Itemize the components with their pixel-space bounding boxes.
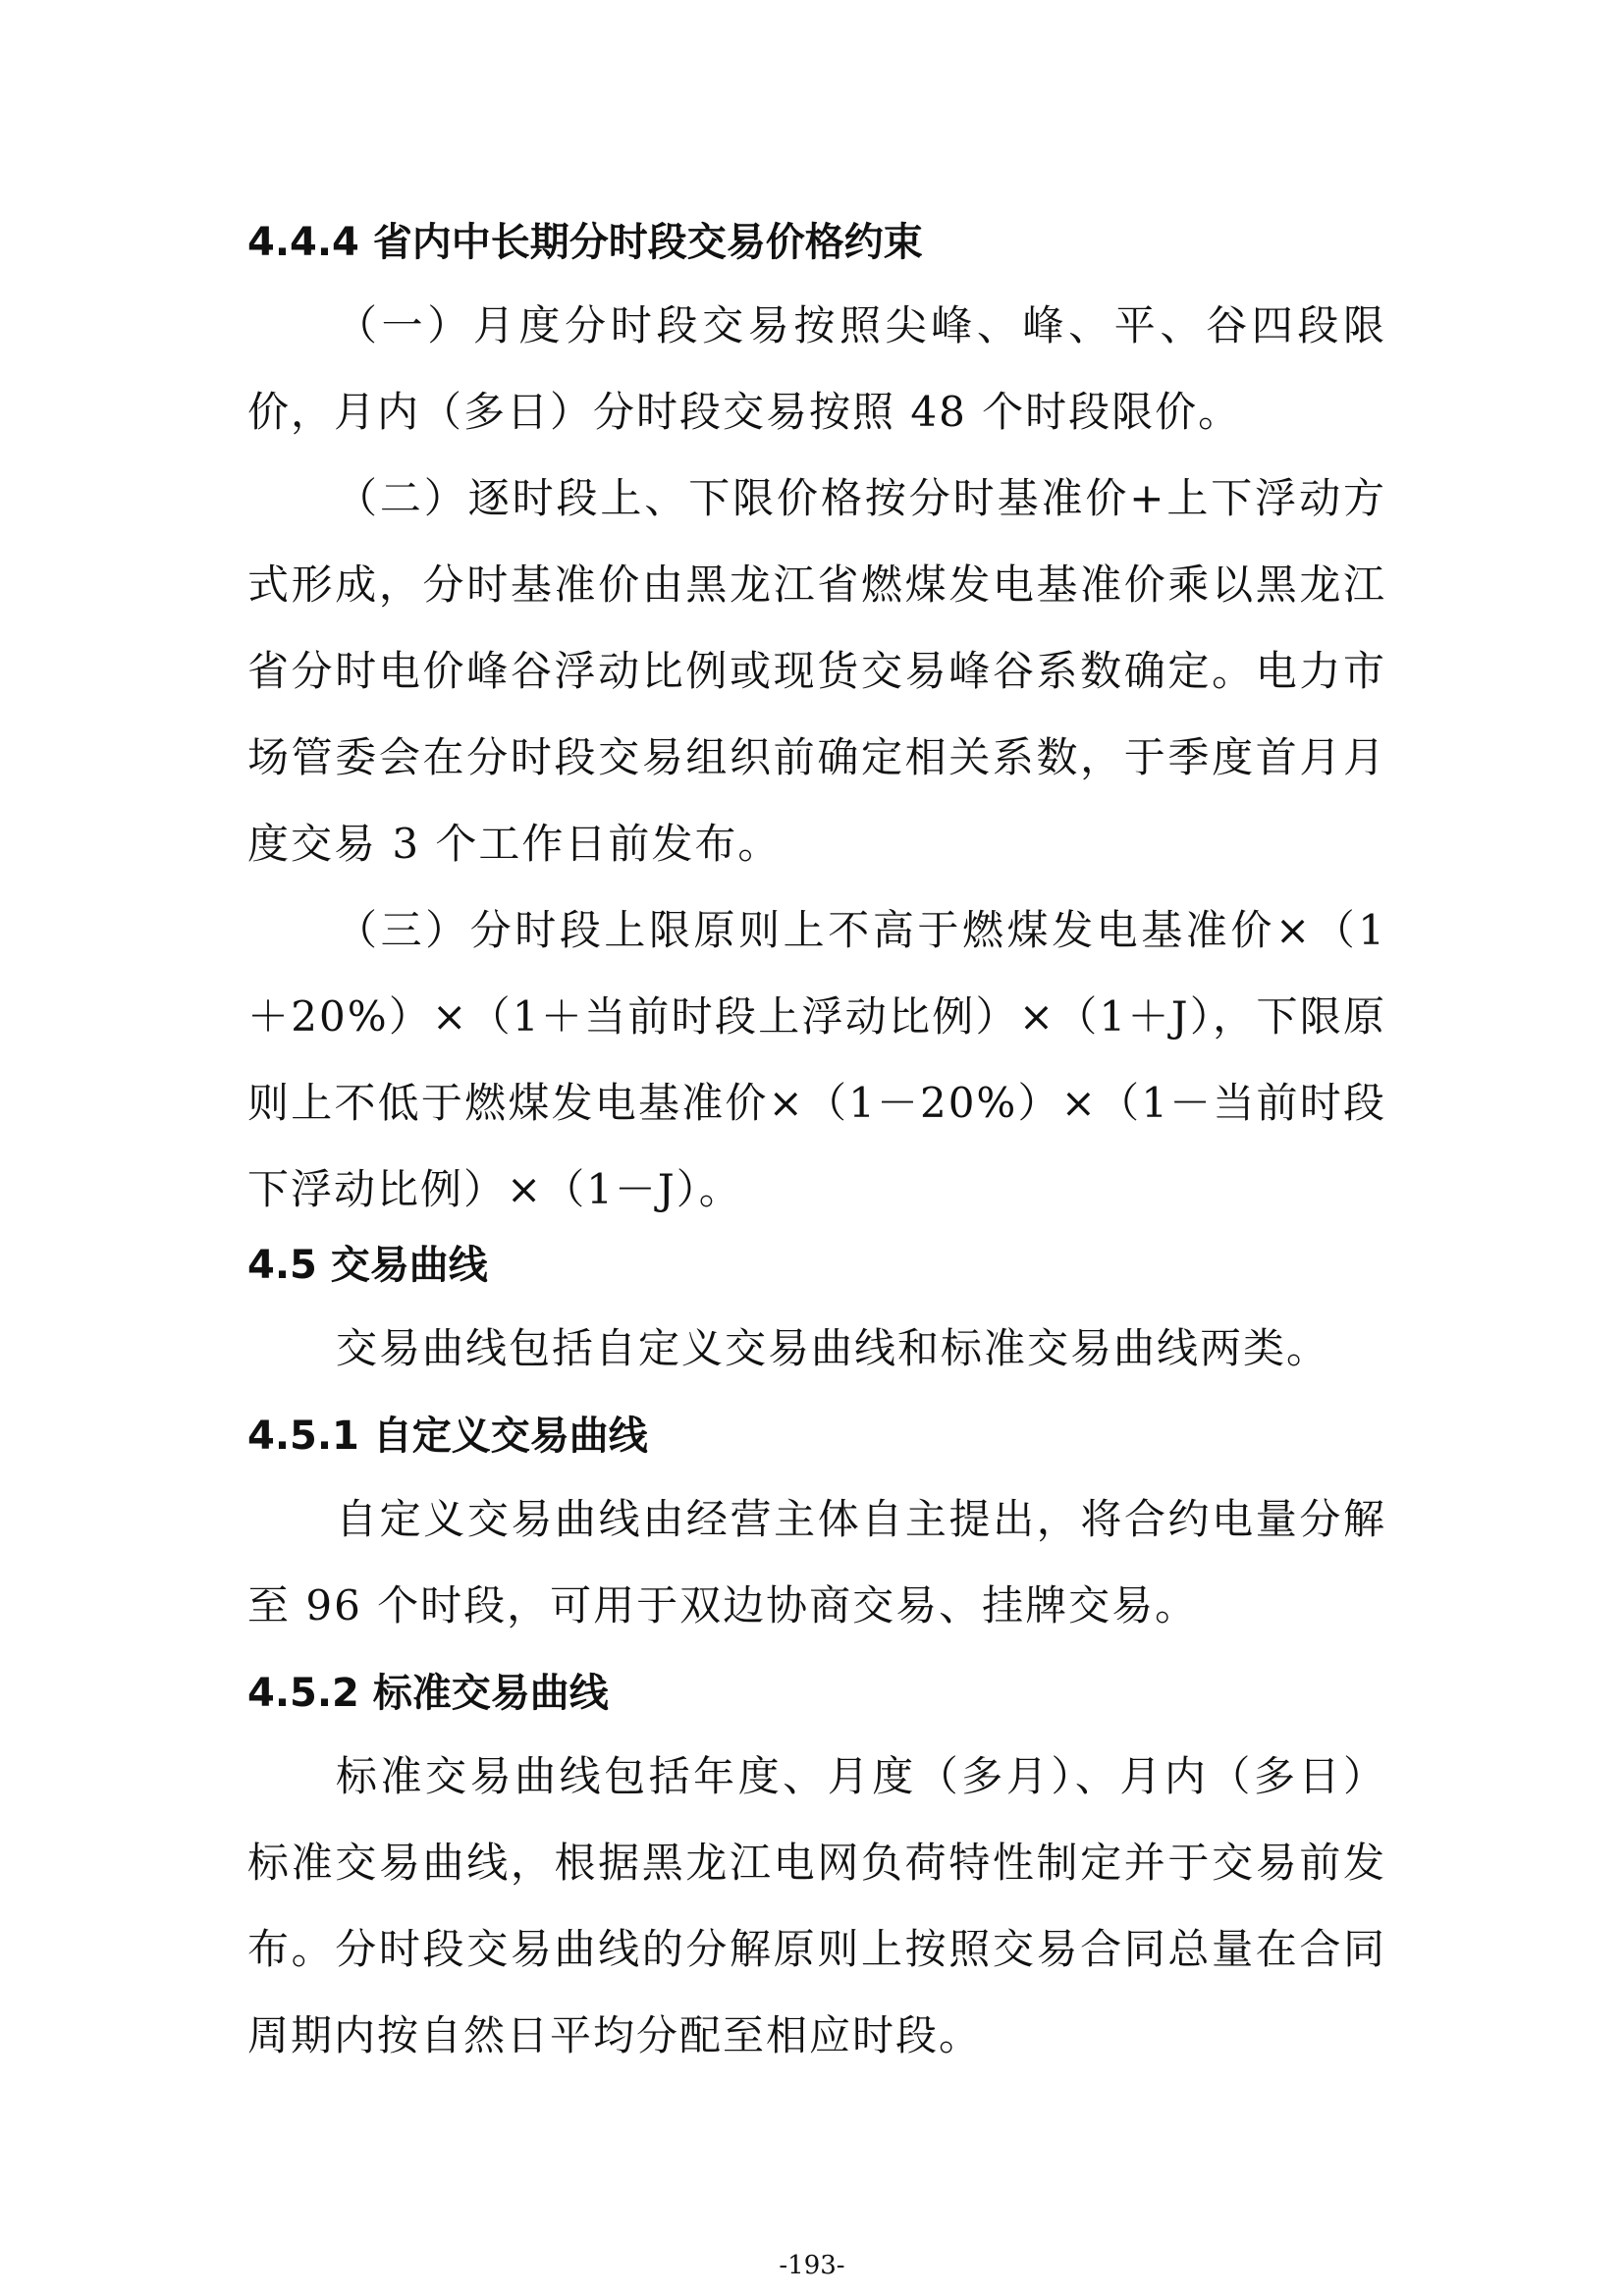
paragraph-trading-curve-types: 交易曲线包括自定义交易曲线和标准交易曲线两类。	[336, 1324, 1330, 1372]
paragraph-standard-trading-curve: 标准交易曲线包括年度、月度（多月）、月内（多日）标准交易曲线，根据黑龙江电网负荷特性制定并于交易前发布。分时段交易曲线的分解原则上按照交易合同总量在合同周期内按自然日平均分配至相应时段。	[247, 1752, 1386, 2059]
page-number: -193-	[779, 2251, 845, 2280]
section-heading-4-4-4: 4.4.4 省内中长期分时段交易价格约束	[247, 220, 923, 265]
paragraph-monthly-time-of-use-limit: （一）月度分时段交易按照尖峰、峰、平、谷四段限价，月内（多日）分时段交易按照 48 个时段限价。	[247, 301, 1386, 436]
paragraph-upper-lower-limit-formula: （三）分时段上限原则上不高于燃煤发电基准价×（1＋20%）×（1＋当前时段上浮动比例）×（1＋J），下限原则上不低于燃煤发电基准价×（1－20%）×（1－当前时段下浮动比例）×（1－J）。	[247, 906, 1386, 1213]
section-heading-4-5: 4.5 交易曲线	[247, 1243, 488, 1288]
section-heading-4-5-2: 4.5.2 标准交易曲线	[247, 1671, 609, 1716]
paragraph-custom-trading-curve: 自定义交易曲线由经营主体自主提出，将合约电量分解至 96 个时段，可用于双边协商交易、挂牌交易。	[247, 1495, 1386, 1629]
section-heading-4-5-1: 4.5.1 自定义交易曲线	[247, 1414, 648, 1459]
paragraph-upper-lower-price-formation: （二）逐时段上、下限价格按分时基准价+上下浮动方式形成，分时基准价由黑龙江省燃煤发电基准价乘以黑龙江省分时电价峰谷浮动比例或现货交易峰谷系数确定。电力市场管委会在分时段交易组织前确定相关系数，于季度首月月度交易 3 个工作日前发布。	[247, 474, 1386, 868]
